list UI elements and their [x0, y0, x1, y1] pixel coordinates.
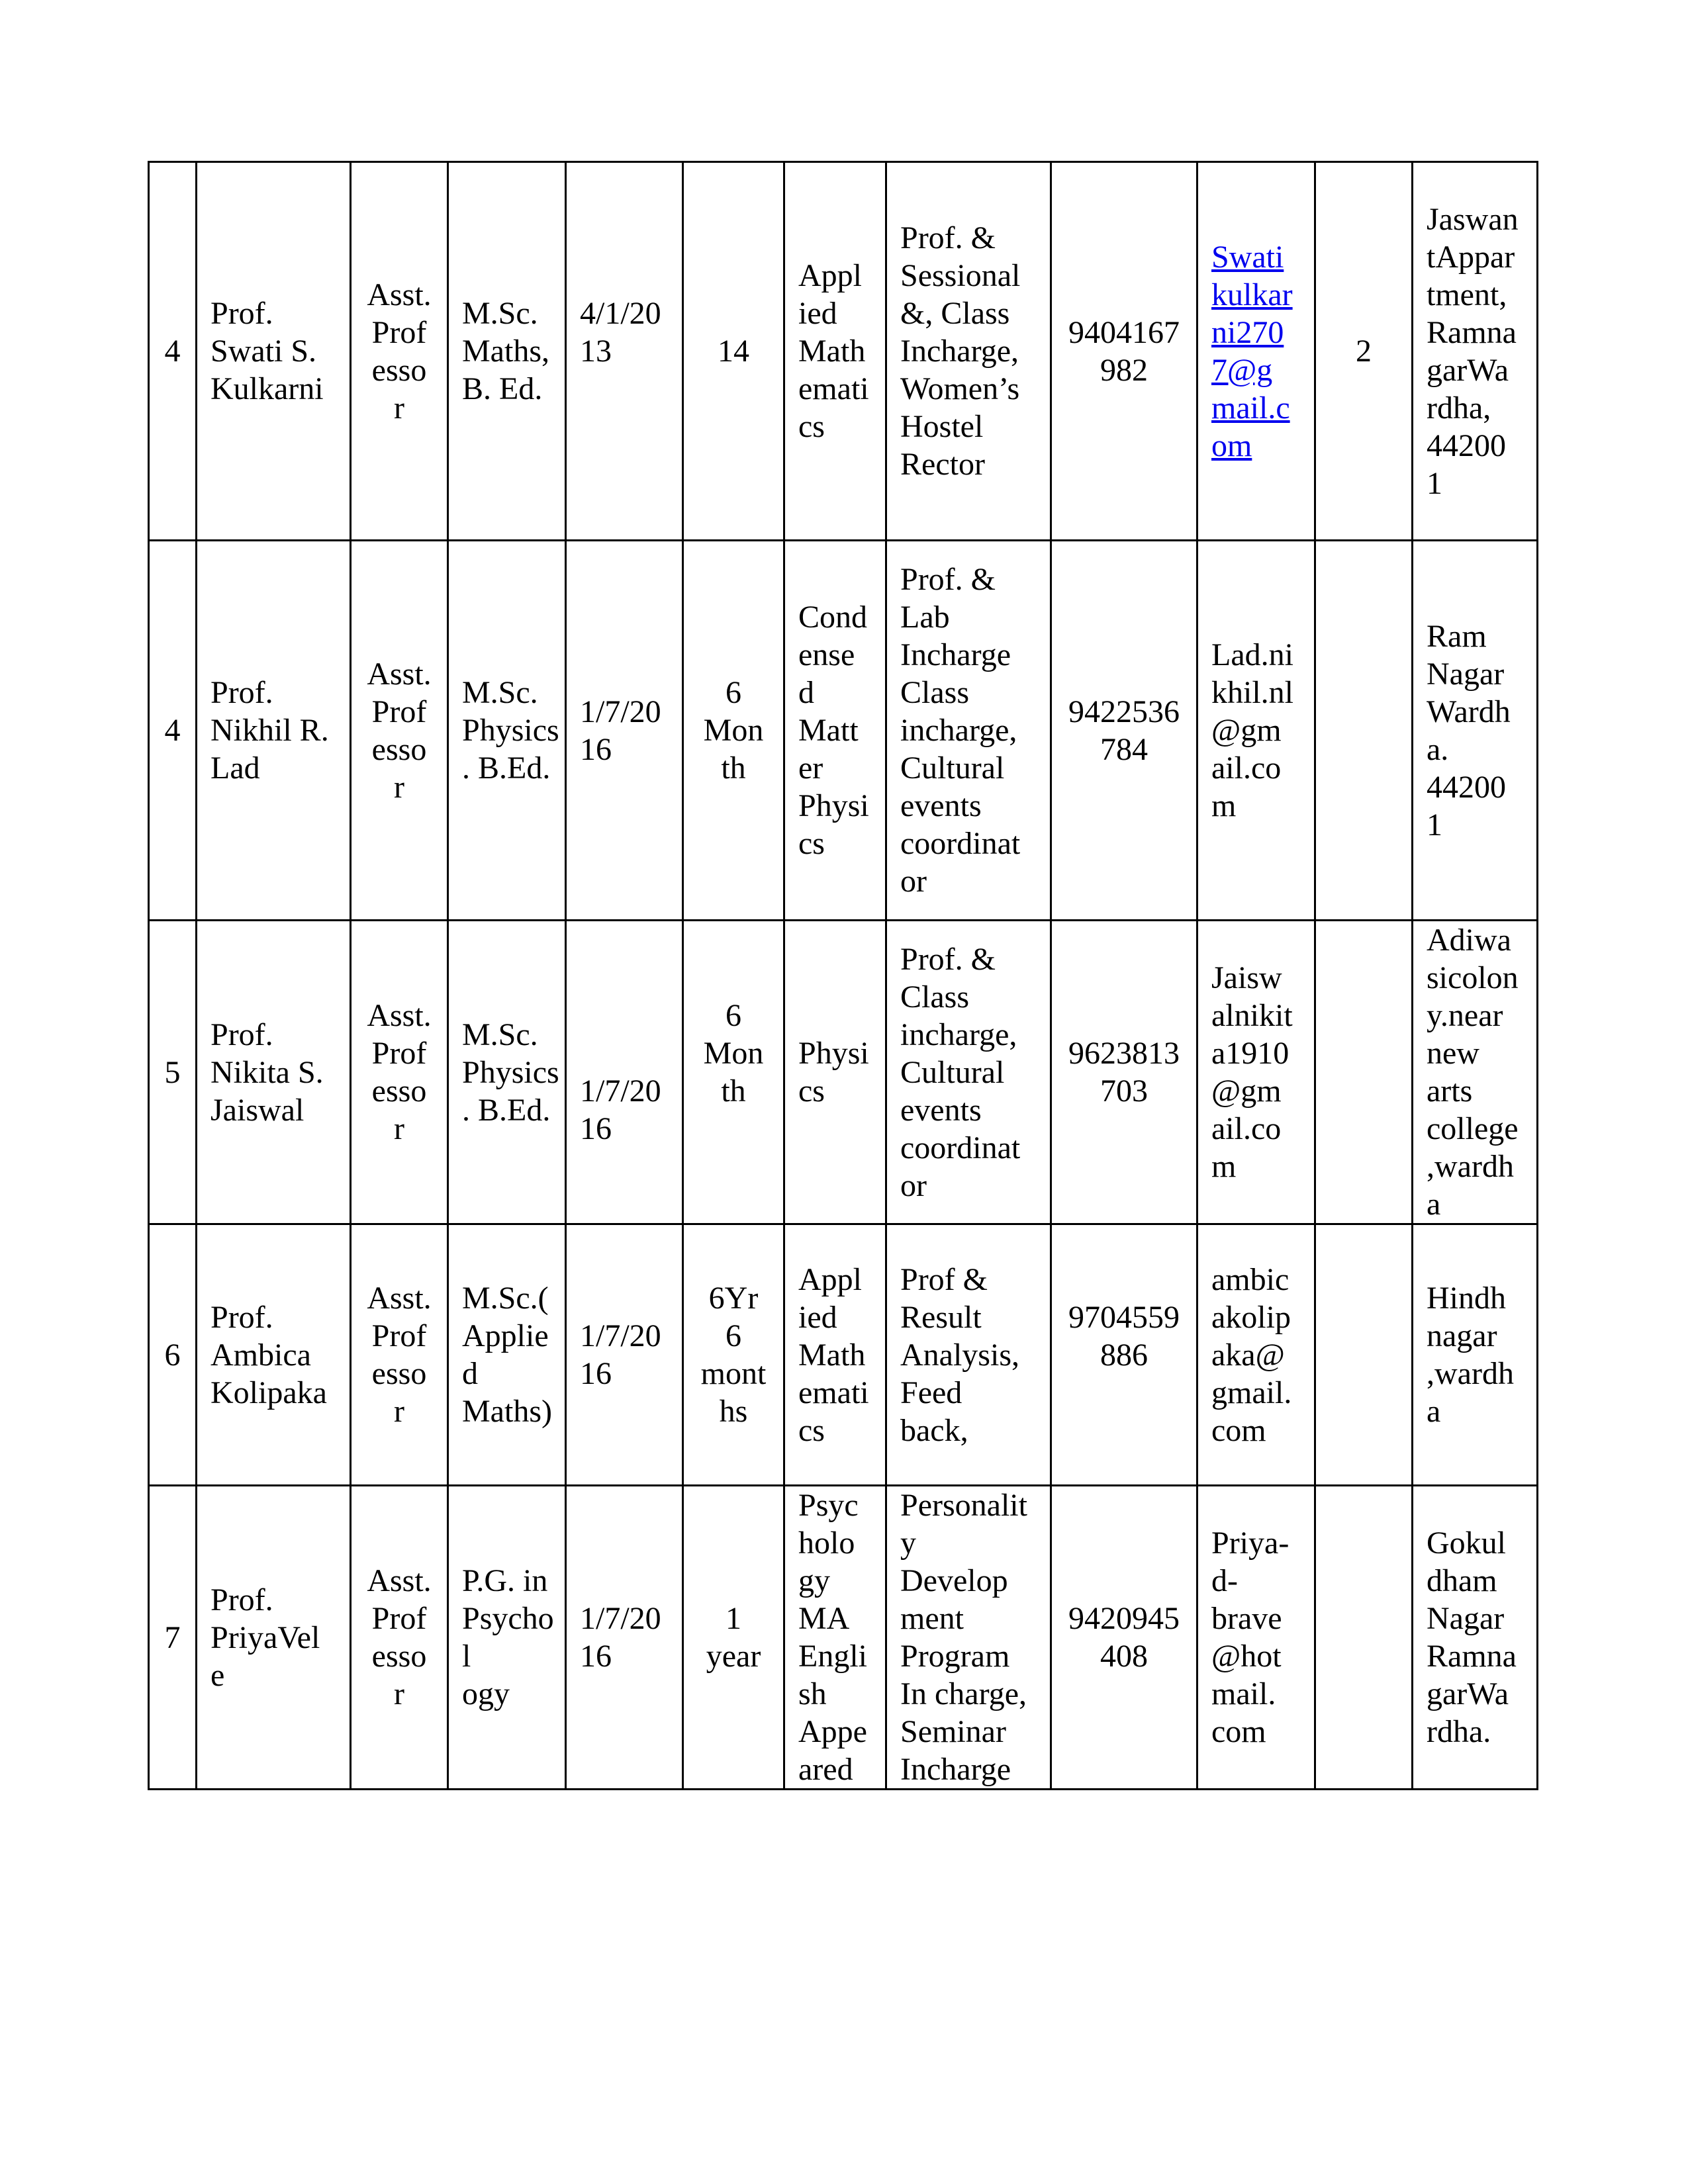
serial-number: 7	[149, 1486, 197, 1790]
serial-number: 4	[149, 162, 197, 541]
table-row	[149, 1224, 1538, 1486]
designation: Asst. Prof esso r	[351, 541, 448, 921]
extra-value: 2	[1315, 162, 1413, 541]
responsibility: Prof. & Sessional &, Class Incharge, Women’s Hostel Rector	[886, 162, 1051, 541]
address: Adiwa sicolon y.near new arts college ,wardh a	[1413, 921, 1538, 1224]
experience: 6 Mon th	[683, 921, 784, 1224]
email-link[interactable]: Swati kulkar ni270 7@g mail.c om	[1211, 239, 1293, 463]
phone-number: 9704559 886	[1051, 1224, 1197, 1486]
joining-date: 1/7/20 16	[566, 541, 683, 921]
serial-number: 5	[149, 921, 197, 1224]
qualification: M.Sc. Physics . B.Ed.	[448, 921, 566, 1224]
table-row	[149, 541, 1538, 921]
faculty-name: Prof. PriyaVel e	[197, 1486, 351, 1790]
subject: Appl ied Math emati cs	[784, 1224, 886, 1486]
phone-number: 9420945 408	[1051, 1486, 1197, 1790]
faculty-name: Prof. Nikhil R. Lad	[197, 541, 351, 921]
designation: Asst. Prof esso r	[351, 162, 448, 541]
experience: 1 year	[683, 1486, 784, 1790]
address: Jaswan tAppar tment, Ramna garWa rdha, 44200 1	[1413, 162, 1538, 541]
qualification: P.G. in Psychol ogy	[448, 1486, 566, 1790]
responsibility: Prof. & Class incharge, Cultural events coordinat or	[886, 921, 1051, 1224]
extra-value	[1315, 921, 1413, 1224]
faculty-name: Prof. Ambica Kolipaka	[197, 1224, 351, 1486]
qualification: M.Sc. Physics . B.Ed.	[448, 541, 566, 921]
extra-value	[1315, 1224, 1413, 1486]
email-cell: ambic akolip aka@ gmail. com	[1197, 1224, 1315, 1486]
phone-number: 9422536 784	[1051, 541, 1197, 921]
faculty-name: Prof. Nikita S. Jaiswal	[197, 921, 351, 1224]
address: Gokul dham Nagar Ramna garWa rdha.	[1413, 1486, 1538, 1790]
faculty-name: Prof. Swati S. Kulkarni	[197, 162, 351, 541]
subject: Cond ense d Matt er Physi cs	[784, 541, 886, 921]
qualification: M.Sc. Maths, B. Ed.	[448, 162, 566, 541]
address: Hindh nagar ,wardh a	[1413, 1224, 1538, 1486]
experience: 14	[683, 162, 784, 541]
joining-date: 1/7/20 16	[566, 1224, 683, 1486]
subject: Appl ied Math emati cs	[784, 162, 886, 541]
extra-value	[1315, 541, 1413, 921]
phone-number: 9404167 982	[1051, 162, 1197, 541]
designation: Asst. Prof esso r	[351, 921, 448, 1224]
staff-table	[148, 161, 1538, 1790]
responsibility: Prof. & Lab Incharge Class incharge, Cultural events coordinat or	[886, 541, 1051, 921]
joining-date: 1/7/20 16	[566, 921, 683, 1224]
address: Ram Nagar Wardh a. 44200 1	[1413, 541, 1538, 921]
experience: 6Yr 6 mont hs	[683, 1224, 784, 1486]
table-row	[149, 162, 1538, 541]
extra-value	[1315, 1486, 1413, 1790]
subject: Psyc holo gy MA Engli sh Appe ared	[784, 1486, 886, 1790]
email-cell: Priya- d- brave @hot mail. com	[1197, 1486, 1315, 1790]
serial-number: 6	[149, 1224, 197, 1486]
table-row	[149, 921, 1538, 1224]
designation: Asst. Prof esso r	[351, 1486, 448, 1790]
experience: 6 Mon th	[683, 541, 784, 921]
qualification: M.Sc.( Applied Maths)	[448, 1224, 566, 1486]
email-cell: Jaisw alnikit a1910 @gm ail.co m	[1197, 921, 1315, 1224]
serial-number: 4	[149, 541, 197, 921]
subject: Physi cs	[784, 921, 886, 1224]
responsibility: Personalit y Develop ment Program In charge, Seminar Incharge	[886, 1486, 1051, 1790]
joining-date: 4/1/20 13	[566, 162, 683, 541]
table-row	[149, 1486, 1538, 1790]
responsibility: Prof & Result Analysis, Feed back,	[886, 1224, 1051, 1486]
email-cell	[1197, 162, 1315, 541]
phone-number: 9623813 703	[1051, 921, 1197, 1224]
designation: Asst. Prof esso r	[351, 1224, 448, 1486]
joining-date: 1/7/20 16	[566, 1486, 683, 1790]
email-cell: Lad.ni khil.nl @gm ail.co m	[1197, 541, 1315, 921]
